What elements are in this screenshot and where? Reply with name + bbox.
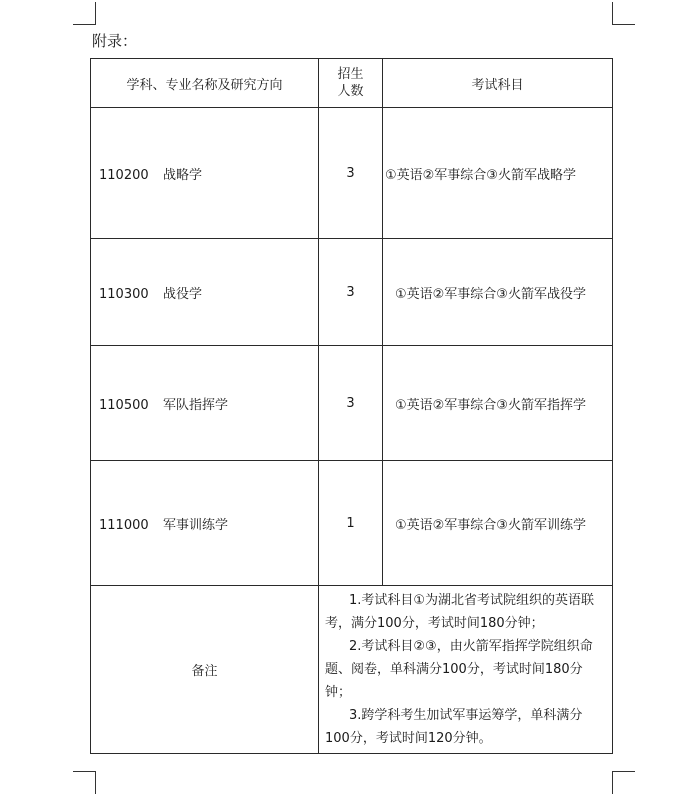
exam-subjects: ①英语②军事综合③火箭军指挥学 <box>383 346 613 461</box>
admissions-table <box>90 58 613 754</box>
subject-name: 军事训练学 <box>163 517 229 533</box>
table-row <box>91 108 613 239</box>
subject-code: 110500 <box>99 397 149 413</box>
header-count-line1: 招生 <box>337 67 364 82</box>
note-item: 2.考试科目②③，由火箭军指挥学院组织命题、阅卷，单科满分100分，考试时间180分钟； <box>325 639 593 700</box>
note-item: 3.跨学科考生加试军事运筹学，单科满分100分，考试时间120分钟。 <box>325 708 583 746</box>
crop-mark-bottom-left <box>73 771 96 794</box>
subject-cell <box>91 461 319 586</box>
notes-row <box>91 586 613 754</box>
exam-subjects: ①英语②军事综合③火箭军战役学 <box>383 239 613 346</box>
enrollment-count: 1 <box>319 461 383 586</box>
subject-name: 战略学 <box>163 167 203 183</box>
enrollment-count: 3 <box>319 108 383 239</box>
notes-content <box>319 586 613 754</box>
table-row <box>91 239 613 346</box>
note-item: 1.考试科目①为湖北省考试院组织的英语联考，满分100分，考试时间180分钟； <box>325 593 595 631</box>
enrollment-count: 3 <box>319 346 383 461</box>
subject-code: 110200 <box>99 167 149 183</box>
crop-mark-top-left <box>73 2 96 25</box>
subject-cell <box>91 346 319 461</box>
crop-mark-bottom-right <box>612 771 635 794</box>
crop-mark-top-right <box>612 2 635 25</box>
notes-label: 备注 <box>91 586 319 754</box>
appendix-heading: 附录： <box>92 32 138 50</box>
header-exam: 考试科目 <box>383 59 613 108</box>
subject-name: 军队指挥学 <box>163 397 229 413</box>
header-count-line2: 人数 <box>337 84 364 99</box>
subject-code: 111000 <box>99 517 149 533</box>
subject-name: 战役学 <box>163 286 203 302</box>
subject-code: 110300 <box>99 286 149 302</box>
subject-cell <box>91 108 319 239</box>
header-row <box>91 59 613 108</box>
header-count <box>319 59 383 108</box>
header-subject: 学科、专业名称及研究方向 <box>91 59 319 108</box>
enrollment-count: 3 <box>319 239 383 346</box>
exam-subjects: ①英语②军事综合③火箭军训练学 <box>383 461 613 586</box>
exam-subjects: ①英语②军事综合③火箭军战略学 <box>383 108 613 239</box>
table-row <box>91 346 613 461</box>
subject-cell <box>91 239 319 346</box>
table-row <box>91 461 613 586</box>
